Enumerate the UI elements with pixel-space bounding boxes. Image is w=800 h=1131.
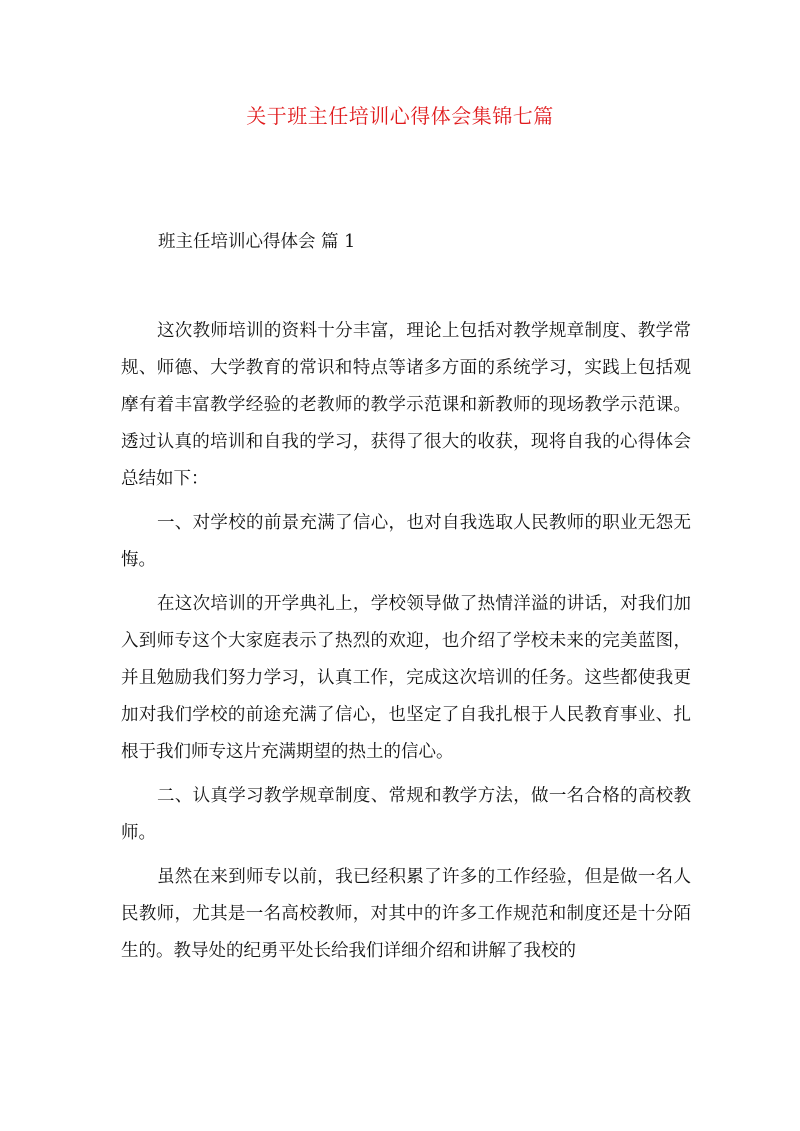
paragraph: 一、对学校的前景充满了信心，也对自我选取人民教师的职业无怨无悔。: [121, 513, 691, 570]
paragraph: 二、认真学习教学规章制度、常规和教学方法，做一名合格的高校教师。: [121, 786, 691, 843]
body-text: [121, 313, 691, 977]
section-heading: 班主任培训心得体会 篇 1: [158, 232, 356, 252]
paragraph: 在这次培训的开学典礼上，学校领导做了热情洋溢的讲话，对我们加入到师专这个大家庭表示了热烈的欢迎，也介绍了学校未来的完美蓝图，并且勉励我们努力学习，认真工作，完成这次培训的任务。这些都使我更加对我们学校的前途充满了信心，也坚定了自我扎根于人民教育事业、扎根于我们师专这片充满期望的热土的信心。: [121, 594, 691, 762]
paragraph: 这次教师培训的资料十分丰富，理论上包括对教学规章制度、教学常规、师德、大学教育的常识和特点等诸多方面的系统学习，实践上包括观摩有着丰富教学经验的老教师的教学示范课和新教师的现场教学示范课。透过认真的培训和自我的学习，获得了很大的收获，现将自我的心得体会总结如下：: [121, 321, 691, 489]
document-title: 关于班主任培训心得体会集锦七篇: [246, 104, 554, 128]
paragraph: 虽然在来到师专以前，我已经积累了许多的工作经验，但是做一名人民教师，尤其是一名高校教师，对其中的许多工作规范和制度还是十分陌生的。教导处的纪勇平处长给我们详细介绍和讲解了我校的: [121, 867, 691, 961]
